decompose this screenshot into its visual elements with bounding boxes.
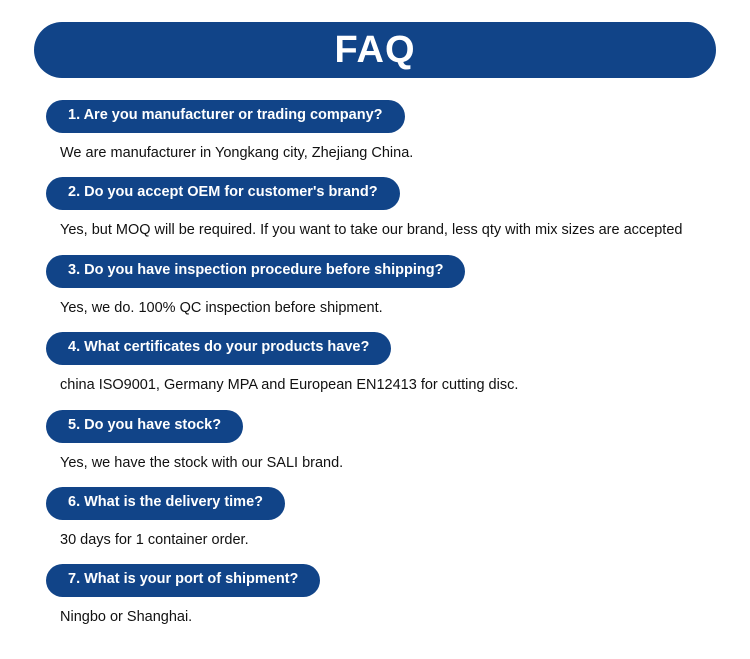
faq-answer: Yes, we do. 100% QC inspection before shipment. — [60, 299, 383, 316]
faq-question: 5. Do you have stock? — [46, 410, 243, 443]
faq-question: 3. Do you have inspection procedure before shipping? — [46, 255, 465, 288]
faq-answer: Yes, but MOQ will be required. If you want to take our brand, less qty with mix sizes are accepted — [60, 222, 683, 239]
faq-item — [34, 177, 716, 251]
faq-item — [34, 564, 716, 638]
faq-question: 2. Do you accept OEM for customer's brand? — [46, 177, 400, 210]
page-title: FAQ — [334, 29, 416, 71]
faq-answer: 30 days for 1 container order. — [60, 531, 249, 548]
faq-item — [34, 487, 716, 561]
faq-item — [34, 255, 716, 329]
faq-question: 4. What certificates do your products have? — [46, 332, 391, 365]
faq-question: 6. What is the delivery time? — [46, 487, 285, 520]
faq-question: 1. Are you manufacturer or trading company? — [46, 100, 405, 133]
faq-item — [34, 100, 716, 174]
faq-list — [34, 100, 716, 639]
faq-answer: china ISO9001, Germany MPA and European EN12413 for cutting disc. — [60, 377, 519, 394]
faq-answer: Yes, we have the stock with our SALI brand. — [60, 454, 344, 471]
faq-answer: We are manufacturer in Yongkang city, Zhejiang China. — [60, 144, 414, 161]
faq-question: 7. What is your port of shipment? — [46, 564, 320, 597]
page-title-banner — [34, 22, 716, 78]
faq-item — [34, 332, 716, 406]
faq-item — [34, 410, 716, 484]
faq-answer: Ningbo or Shanghai. — [60, 609, 193, 626]
